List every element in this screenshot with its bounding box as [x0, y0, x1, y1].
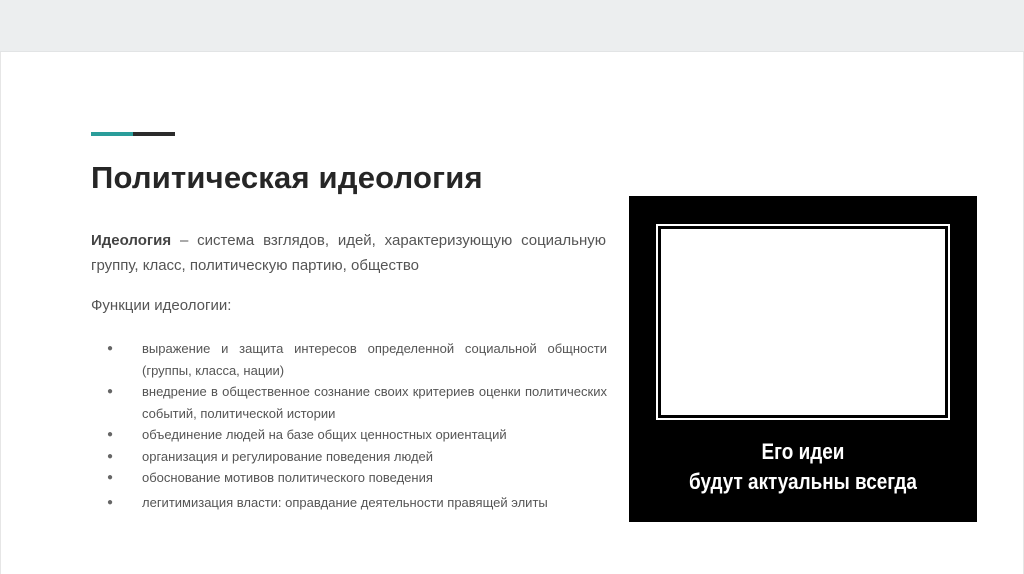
list-item: [103, 467, 607, 489]
slide-left-edge: [0, 52, 1, 574]
bullet-icon: ●: [107, 450, 114, 462]
meme-picture-area: [661, 229, 945, 415]
bullet-icon: ●: [107, 386, 114, 397]
meme-image: [629, 196, 977, 522]
functions-heading: Функции идеологии:: [91, 297, 232, 314]
list-item: [103, 492, 607, 514]
list-item-text: выражение и защита интересов определенной социальной общности (группы, класса, нации): [142, 341, 607, 378]
accent-line-dark: [133, 132, 175, 136]
list-item: [103, 338, 607, 381]
meme-picture-frame: [656, 224, 950, 420]
slide-title: Политическая идеология: [91, 160, 483, 195]
meme-caption-line2: будут актуальны всегда: [689, 469, 917, 494]
bullet-icon: ●: [107, 343, 114, 354]
definition-paragraph: [91, 228, 606, 278]
bullet-icon: ●: [107, 496, 114, 508]
definition-term: Идеология: [91, 232, 172, 249]
top-bar: [0, 0, 1024, 52]
title-accent-line: [91, 132, 175, 136]
list-item: [103, 424, 607, 446]
functions-list: [103, 338, 607, 513]
definition-text: – система взглядов, идей, характеризующую социальную группу, класс, политическую партию, общество: [91, 232, 606, 274]
list-item-text: обоснование мотивов политического поведения: [142, 470, 433, 485]
accent-line-teal: [91, 132, 133, 136]
list-item-text: внедрение в общественное сознание своих критериев оценки политических событий, политической истории: [142, 384, 607, 421]
list-item-text: легитимизация власти: оправдание деятельности правящей элиты: [142, 494, 548, 510]
bullet-icon: ●: [107, 429, 114, 440]
list-item: [103, 381, 607, 424]
list-item: [103, 446, 607, 468]
bullet-icon: ●: [107, 472, 114, 483]
meme-caption-line1: Его идеи: [761, 439, 845, 464]
list-item-text: объединение людей на базе общих ценностных ориентаций: [142, 427, 507, 442]
list-item-text: организация и регулирование поведения людей: [142, 448, 434, 464]
